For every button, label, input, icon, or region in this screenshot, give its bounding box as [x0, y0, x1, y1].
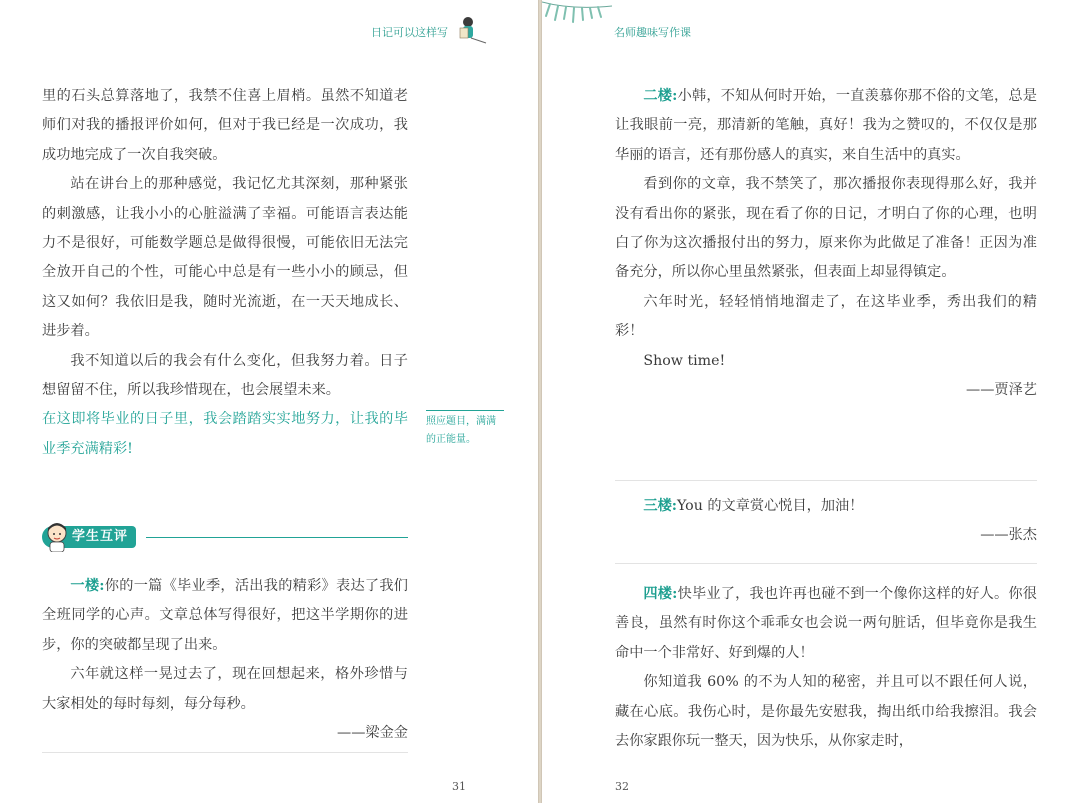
comment-1 [42, 572, 408, 748]
paragraph: 里的石头总算落地了，我禁不住喜上眉梢。虽然不知道老师们对我的播报评价如何，但对于我已经是一次成功，我成功地完成了一次自我突破。 [42, 88, 408, 163]
divider [615, 563, 1037, 564]
page-number: 32 [615, 780, 629, 793]
comment-text: 小韩，不知从何时开始，一直羡慕你那不俗的文笔，总是让我眼前一亮，那清新的笔触，真好！我为之赞叹的，不仅仅是那华丽的语言，还有那份感人的真实，来自生活中的真实。 [615, 88, 1037, 163]
comment-text: 六年时光，轻轻悄悄地溜走了，在这毕业季，秀出我们的精彩！ [615, 293, 1037, 340]
willow-branch-icon [542, 0, 622, 40]
comment-text: You 的文章赏心悦目，加油！ [677, 498, 864, 514]
section-heading-peer-review [42, 522, 408, 552]
paragraph: 我不知道以后的我会有什么变化，但我努力着。日子想留留不住，所以我珍惜现在，也会展望未来。 [42, 352, 408, 399]
margin-annotation: 照应题目，满满的正能量。 [426, 410, 504, 449]
student-reading-icon [456, 14, 488, 44]
comment-signature: ——贾泽艺 [966, 382, 1037, 399]
comment-text: 快毕业了，我也许再也碰不到一个像你这样的好人。你很善良，虽然有时你这个乖乖女也会说一两句脏话，但毕竟你是我生命中一个非常好、好到爆的人！ [615, 586, 1037, 661]
paragraph: 站在讲台上的那种感觉，我记忆尤其深刻，那种紧张的刺激感，让我小小的心脏溢满了幸福。可能语言表达能力不是很好，可能数学题总是做得很慢，可能依旧无法完全放开自己的个性，可能心中总是有一些小小的顾忌，但这又如何？我依旧是我，随时光流逝，在一天天地成长、进步着。 [42, 176, 408, 340]
left-page [0, 0, 538, 803]
comment-text: 你知道我 60% 的不为人知的秘密，并且可以不跟任何人说，藏在心底。我伤心时，是你最先安慰我，掏出纸巾给我擦泪。我会去你家跟你玩一整天，因为快乐，从你家走时， [615, 674, 1037, 750]
section-rule [146, 537, 408, 538]
comment-text: Show time! [643, 352, 726, 369]
divider [42, 752, 408, 753]
comment-3 [615, 492, 1037, 551]
divider [615, 480, 1037, 481]
comment-4 [615, 580, 1037, 756]
floor-label: 四楼: [643, 586, 678, 602]
comment-signature: ——梁金金 [337, 725, 408, 742]
section-title: 学生互评 [72, 529, 129, 544]
page-number: 31 [452, 780, 466, 793]
comment-signature: ——张杰 [980, 527, 1037, 544]
left-body [42, 82, 408, 464]
running-header-right: 名师趣味写作课 [614, 26, 691, 39]
comment-text: 你的一篇《毕业季，活出我的精彩》表达了我们全班同学的心声。文章总体写得很好，把这半学期你的进步，你的突破都呈现了出来。 [42, 578, 408, 653]
student-avatar-icon [44, 522, 70, 552]
floor-label: 三楼: [643, 498, 678, 514]
comment-text: 六年就这样一晃过去了，现在回想起来，格外珍惜与大家相处的每时每刻，每分每秒。 [42, 666, 408, 712]
comment-text: 看到你的文章，我不禁笑了，那次播报你表现得那么好，我并没有看出你的紧张，现在看了你的日记，才明白了你的心理，也明白了你为这次播报付出的努力，原来你为此做足了准备！正因为准备充分，所以你心里虽然紧张，但表面上却显得镇定。 [615, 176, 1037, 281]
floor-label: 一楼: [70, 578, 105, 594]
running-header-left: 日记可以这样写 [371, 26, 448, 39]
highlighted-sentence: 在这即将毕业的日子里，我会踏踏实实地努力，让我的毕业季充满精彩! [42, 411, 408, 457]
comment-2 [615, 82, 1037, 405]
floor-label: 二楼: [643, 88, 678, 104]
right-page [542, 0, 1080, 803]
